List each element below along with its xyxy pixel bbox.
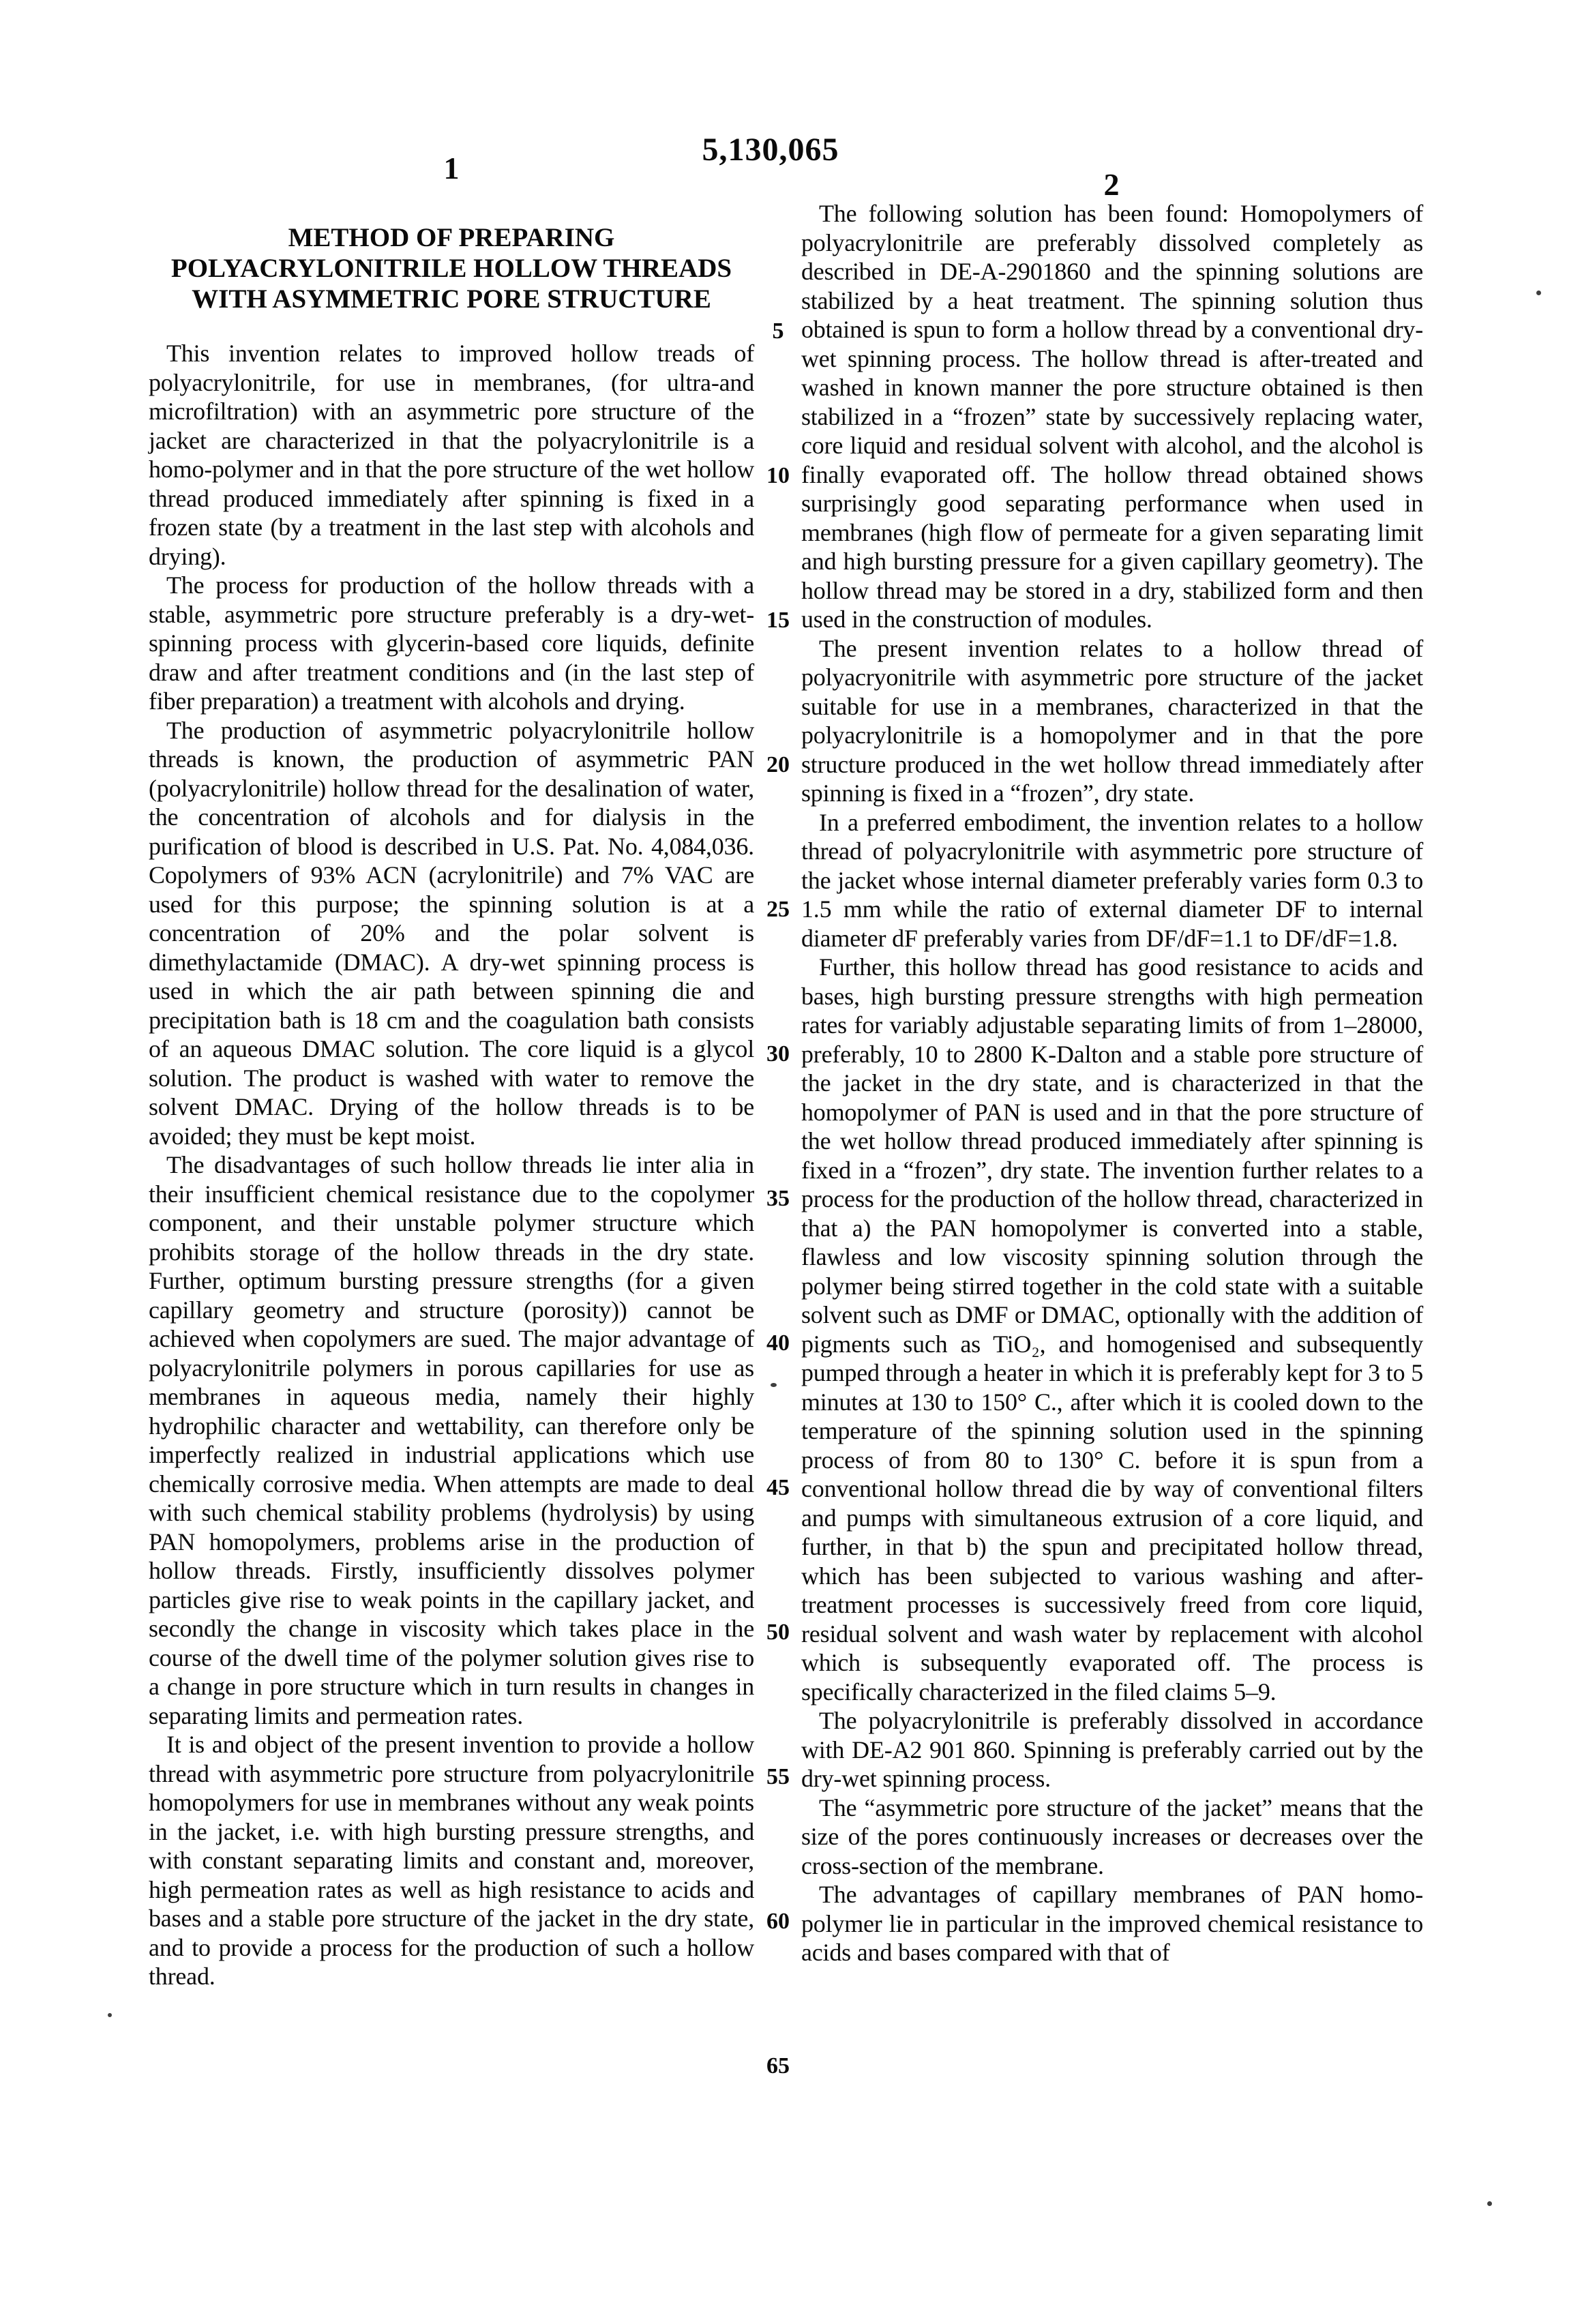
body-paragraph: The “asymmetric pore structure of the jacket” means that the size of the pores continuously increases or decreases over the cross-section of the membrane. [801,1793,1423,1879]
body-paragraph: The following solution has been found: Homopolymers of polyacrylonitrile are preferably dissolved completely as described in DE-A-2901860 and the spinning solutions are stabilized by a heat treatment. The spinning solution thus obtained is spun to form a hollow thread by a conventional dry-wet spinning process. The hollow thread is after-treated and washed in known manner the pore structure obtained is then stabilized in a “frozen” state by successively replacing water, core liquid and residual solvent with alcohol, and the alcohol is finally evaporated off. The hollow thread obtained shows surprisingly good separating performance when used in membranes (high flow of permeate for a given separating limit and high bursting pressure for a given capillary geometry). The hollow thread may be stored in a dry, stabilized form and then used in the construction of modules. [801,200,1423,633]
line-number: 50 [766,1620,790,1645]
body-paragraph: The production of asymmetric polyacrylonitrile hollow threads is known, the production of asymmetric PAN (polyacrylonitrile) hollow thread for the desalination of water, the concentration of alcohols and for dialysis in the purification of blood is described in U.S. Pat. No. 4,084,036. Copolymers of 93% ACN (acrylonitrile) and 7% VAC are used for this purpose; the spinning solution is at a concentration of 20% and the polar solvent is dimethylactamide (DMAC). A dry-wet spinning process is used in which the air path between spinning die and precipitation bath is 18 cm and the coagulation bath consists of an aqueous DMAC solution. The core liquid is a glycol solution. The product is washed with water to remove the solvent DMAC. Drying of the hollow threads is to be avoided; they must be kept moist. [149,716,754,1150]
line-number: 60 [766,1909,790,1934]
line-number: 55 [766,1764,790,1789]
body-paragraph: In a preferred embodiment, the invention relates to a hollow thread of polyacrylonitrile with asymmetric pore structure of the jacket whose internal diameter preferably varies form 0.3 to 1.5 mm while the ratio of external diameter DF to internal diameter dF preferably varies from DF/dF=1.1 to DF/dF=1.8. [801,808,1423,952]
line-number: 40 [766,1330,790,1356]
title-line-3: WITH ASYMMETRIC PORE STRUCTURE [192,284,711,314]
scan-speck [771,1383,777,1387]
body-paragraph: This invention relates to improved hollow treads of polyacrylonitrile, for use in membranes, (for ultra-and microfiltration) with an asymmetric pore structure of the jacket are characterized in that the polyacrylonitrile is a homo-polymer and in that the pore structure of the wet hollow thread produced immediately after spinning is fixed in a frozen state (by a treatment in the last step with alcohols and drying). [149,340,754,570]
body-paragraph: The polyacrylonitrile is preferably dissolved in accordance with DE-A2 901 860. Spinning is preferably carried out by the dry-wet spinning process. [801,1707,1423,1792]
line-number: 15 [766,608,790,633]
patent-title [149,222,754,314]
body-paragraph: The present invention relates to a hollow thread of polyacryonitrile with asymmetric pore structure of the jacket suitable for use in a membranes, characterized in that the polyacrylonitrile is a homopolymer and in that the pore structure produced in the wet hollow thread immediately after spinning is fixed in a “frozen”, dry state. [801,634,1423,807]
line-number: 10 [766,463,790,488]
scan-speck [1487,2201,1492,2206]
scan-speck [1536,290,1541,295]
line-number: 25 [766,897,790,922]
body-paragraph: It is and object of the present invention to provide a hollow thread with asymmetric pore structure from polyacrylonitrile homopolymers for use in membranes without any weak points in the jacket, i.e. with high bursting pressure strengths, and with constant separating limits and constant and, moreover, high permeation rates as well as high resistance to acids and bases and a stable pore structure of the jacket in the dry state, and to provide a process for the production of such a hollow thread. [149,1731,754,1990]
line-number: 5 [772,318,784,344]
column-number-left: 1 [443,151,460,185]
scan-speck [108,2013,112,2017]
line-number: 35 [766,1186,790,1211]
patent-number: 5,130,065 [702,132,839,168]
body-paragraph: The disadvantages of such hollow threads lie inter alia in their insufficient chemical resistance due to the copolymer component, and their unstable polymer structure which prohibits storage of the hollow threads in the dry state. Further, optimum bursting pressure strengths (for a given capillary geometry and structure (porosity)) cannot be achieved when copolymers are sued. The major advantage of polyacrylonitrile polymers in porous capillaries for use as membranes in aqueous media, namely their highly hydrophilic character and wettability, can therefore only be imperfectly realized in industrial applications which use chemically corrosive media. When attempts are made to deal with such chemical stability problems (hydrolysis) by using PAN homopolymers, problems arise in the production of hollow threads. Firstly, insufficiently dissolves polymer particles give rise to weak points in the capillary jacket, and secondly the change in viscosity which takes place in the course of the dwell time of the polymer solution gives rise to a change in pore structure which in turn results in changes in separating limits and permeation rates. [149,1151,754,1729]
line-number: 20 [766,752,790,777]
column-number-right: 2 [1103,167,1120,202]
body-paragraph: Further, this hollow thread has good resistance to acids and bases, high bursting pressure strengths with high permeation rates for variably adjustable separating limits of from 1–28000, preferably, 10 to 2800 K-Dalton and a stable pore structure of the jacket in the dry state, and is characterized in that the homopolymer of PAN is used and in that the pore structure of the wet hollow thread produced immediately after spinning is fixed in a “frozen”, dry state. The invention further relates to a process for the production of the hollow thread, characterized in that a) the PAN homopolymer is converted into a stable, flawless and low viscosity spinning solution through the polymer being stirred together in the cold state with a suitable solvent such as DMF or DMAC, optionally with the addition of pigments such as TiO₂, and homogenised and subsequently pumped through a heater in which it is preferably kept for 3 to 5 minutes at 130 to 150° C., after which it is cooled down to the temperature of the spinning solution used in the spinning process of from 80 to 130° C. before it is spun from a conventional hollow thread die by way of conventional filters and pumps with simultaneous extrusion of a core liquid, and further, in that b) the spun and precipitated hollow thread, which has been subjected to various washing and after-treatment processes is successively freed from core liquid, residual solvent and wash water by replacement with alcohol which is subsequently evaporated off. The process is specifically characterized in the filed claims 5–9. [801,953,1423,1705]
title-line-1: METHOD OF PREPARING [288,223,615,252]
body-paragraph: The process for production of the hollow threads with a stable, asymmetric pore structure preferably is a dry-wet-spinning process with glycerin-based core liquids, definite draw and after treatment conditions and (in the last step of fiber preparation) a treatment with alcohols and drying. [149,571,754,715]
left-column [149,339,754,1991]
line-number: 45 [766,1475,790,1500]
line-number: 30 [766,1041,790,1067]
line-number: 65 [766,2053,790,2079]
title-line-2: POLYACRYLONITRILE HOLLOW THREADS [170,254,732,283]
body-paragraph: The advantages of capillary membranes of PAN homo- polymer lie in particular in the improved chemical resistance to acids and bases compared with that of [801,1881,1423,1966]
right-column [801,199,1423,1967]
